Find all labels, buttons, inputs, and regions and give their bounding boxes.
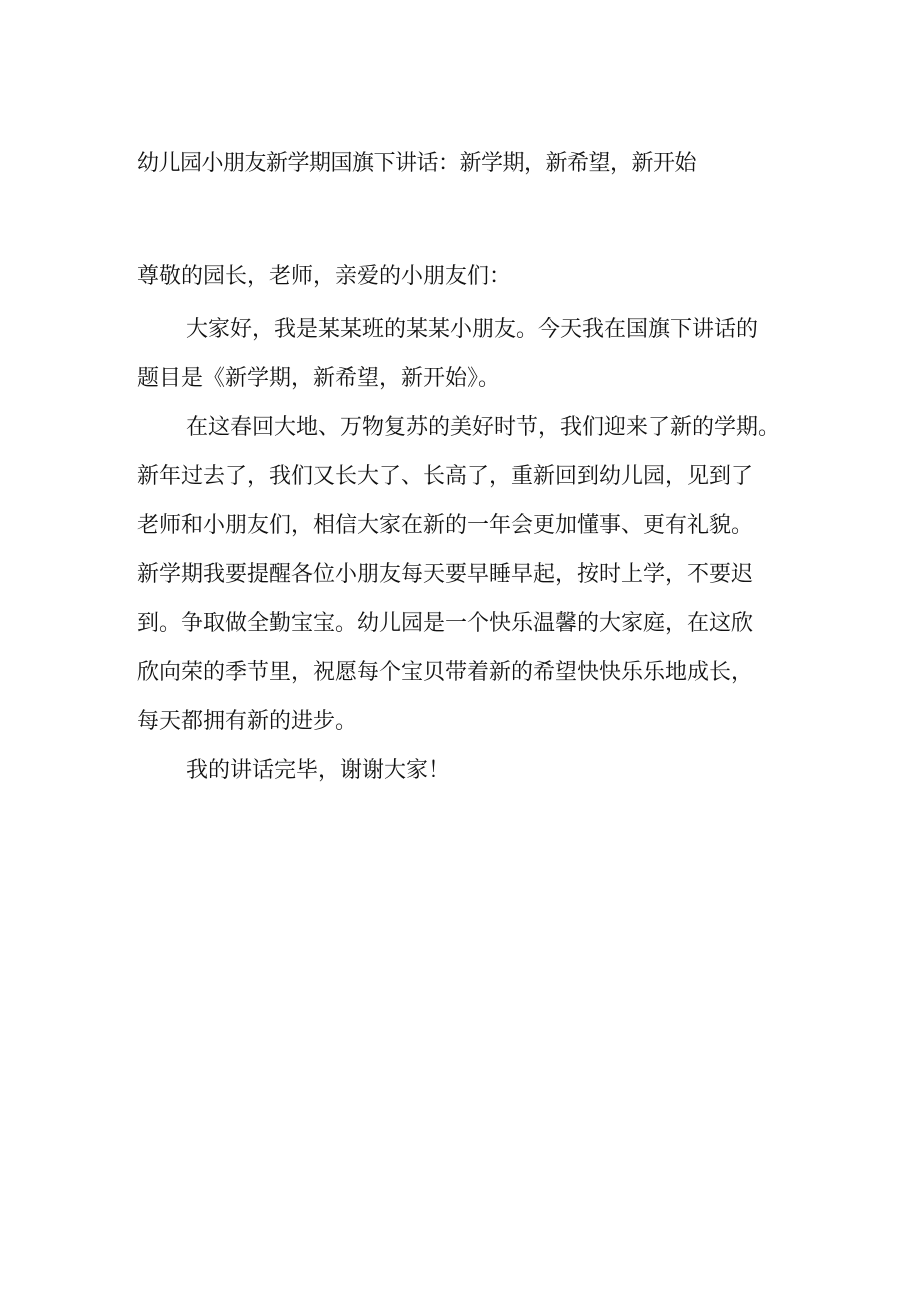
paragraph-line: 题目是《新学期，新希望，新开始》。 — [137, 366, 501, 391]
paragraph-line: 在这春回大地、万物复苏的美好时节，我们迎来了新的学期。 — [186, 415, 781, 440]
paragraph-line: 到。争取做全勤宝宝。幼儿园是一个快乐温馨的大家庭，在这欣 — [137, 611, 754, 636]
paragraph-intro — [137, 305, 807, 403]
paragraph-body — [137, 403, 807, 746]
paragraph-closing — [137, 746, 807, 795]
paragraph-line: 新学期我要提醒各位小朋友每天要早睡早起，按时上学，不要迟 — [137, 562, 754, 587]
paragraph-line: 欣向荣的季节里，祝愿每个宝贝带着新的希望快快乐乐地成长， — [137, 660, 754, 685]
document-body — [137, 255, 807, 795]
paragraph-line: 老师和小朋友们，相信大家在新的一年会更加懂事、更有礼貌。 — [137, 513, 754, 538]
paragraph-line: 每天都拥有新的进步。 — [137, 709, 358, 734]
document-title: 幼儿园小朋友新学期国旗下讲话：新学期，新希望，新开始 — [137, 151, 697, 176]
greeting-line: 尊敬的园长，老师，亲爱的小朋友们： — [137, 264, 512, 289]
paragraph-line: 我的讲话完毕，谢谢大家！ — [186, 758, 451, 783]
paragraph-line: 新年过去了，我们又长大了、长高了，重新回到幼儿园，见到了 — [137, 464, 754, 489]
paragraph-line: 大家好，我是某某班的某某小朋友。今天我在国旗下讲话的 — [186, 317, 759, 342]
